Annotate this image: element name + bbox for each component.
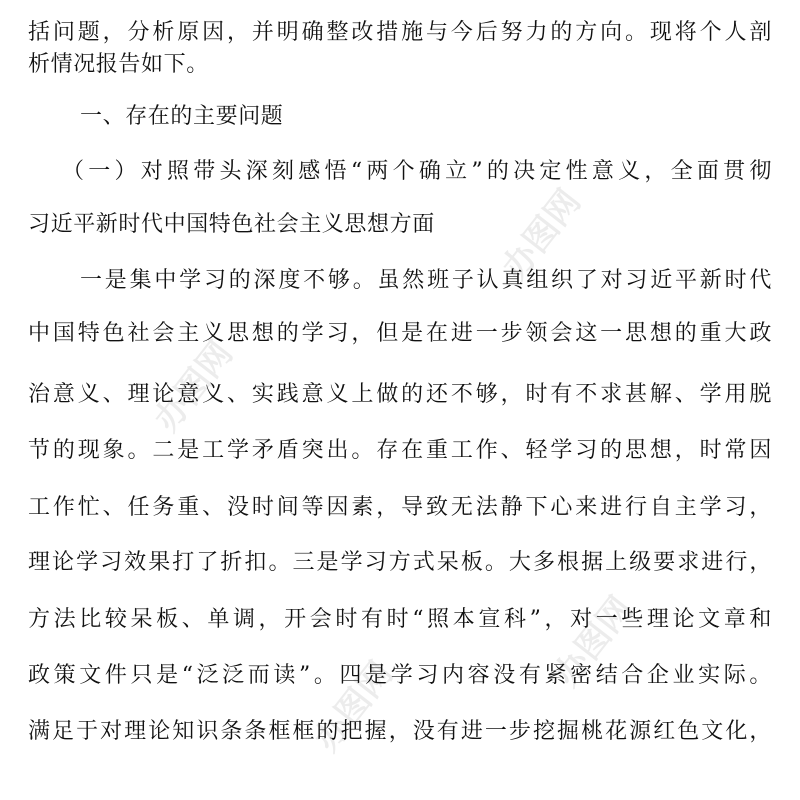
text-line-1: 括问题，分析原因，并明确整改措施与今后努力的方向。现将个人剖 bbox=[28, 20, 772, 45]
subsection-heading-line-2: 习近平新时代中国特色社会主义思想方面 bbox=[28, 212, 435, 237]
watermark-text-3: 办图网 bbox=[546, 589, 641, 695]
paragraph-line-2: 中国特色社会主义思想的学习，但是在进一步领会这一思想的重大政 bbox=[28, 321, 772, 346]
text-line-2: 析情况报告如下。 bbox=[28, 52, 209, 77]
paragraph-line-6: 理论学习效果打了折扣。三是学习方式呆板。大多根据上级要求进行， bbox=[28, 550, 772, 575]
paragraph-line-7: 方法比较呆板、单调，开会时有时“照本宣科”，对一些理论文章和 bbox=[28, 607, 772, 632]
watermark-text-1: 办图网 bbox=[494, 182, 589, 288]
paragraph-line-3: 治意义、理论意义、实践意义上做的还不够，时有不求甚解、学用脱 bbox=[28, 382, 772, 407]
paragraph-line-9: 满足于对理论知识条条框框的把握，没有进一步挖掘桃花源红色文化， bbox=[28, 719, 772, 744]
paragraph-line-8: 政策文件只是“泛泛而读”。四是学习内容没有紧密结合企业实际。 bbox=[28, 663, 772, 688]
paragraph-line-5: 工作忙、任务重、没时间等因素，导致无法静下心来进行自主学习， bbox=[28, 495, 772, 520]
watermark-text-2: 办图网 bbox=[146, 334, 241, 440]
paragraph-line-1: 一是集中学习的深度不够。虽然班子认真组织了对习近平新时代 bbox=[80, 268, 772, 293]
section-heading: 一、存在的主要问题 bbox=[80, 104, 284, 129]
paragraph-line-4: 节的现象。二是工学矛盾突出。存在重工作、轻学习的思想，时常因 bbox=[28, 438, 772, 463]
watermark-text-4: 办图网 bbox=[306, 654, 401, 760]
subsection-heading-line-1: （一）对照带头深刻感悟“两个确立”的决定性意义，全面贯彻 bbox=[62, 159, 772, 184]
